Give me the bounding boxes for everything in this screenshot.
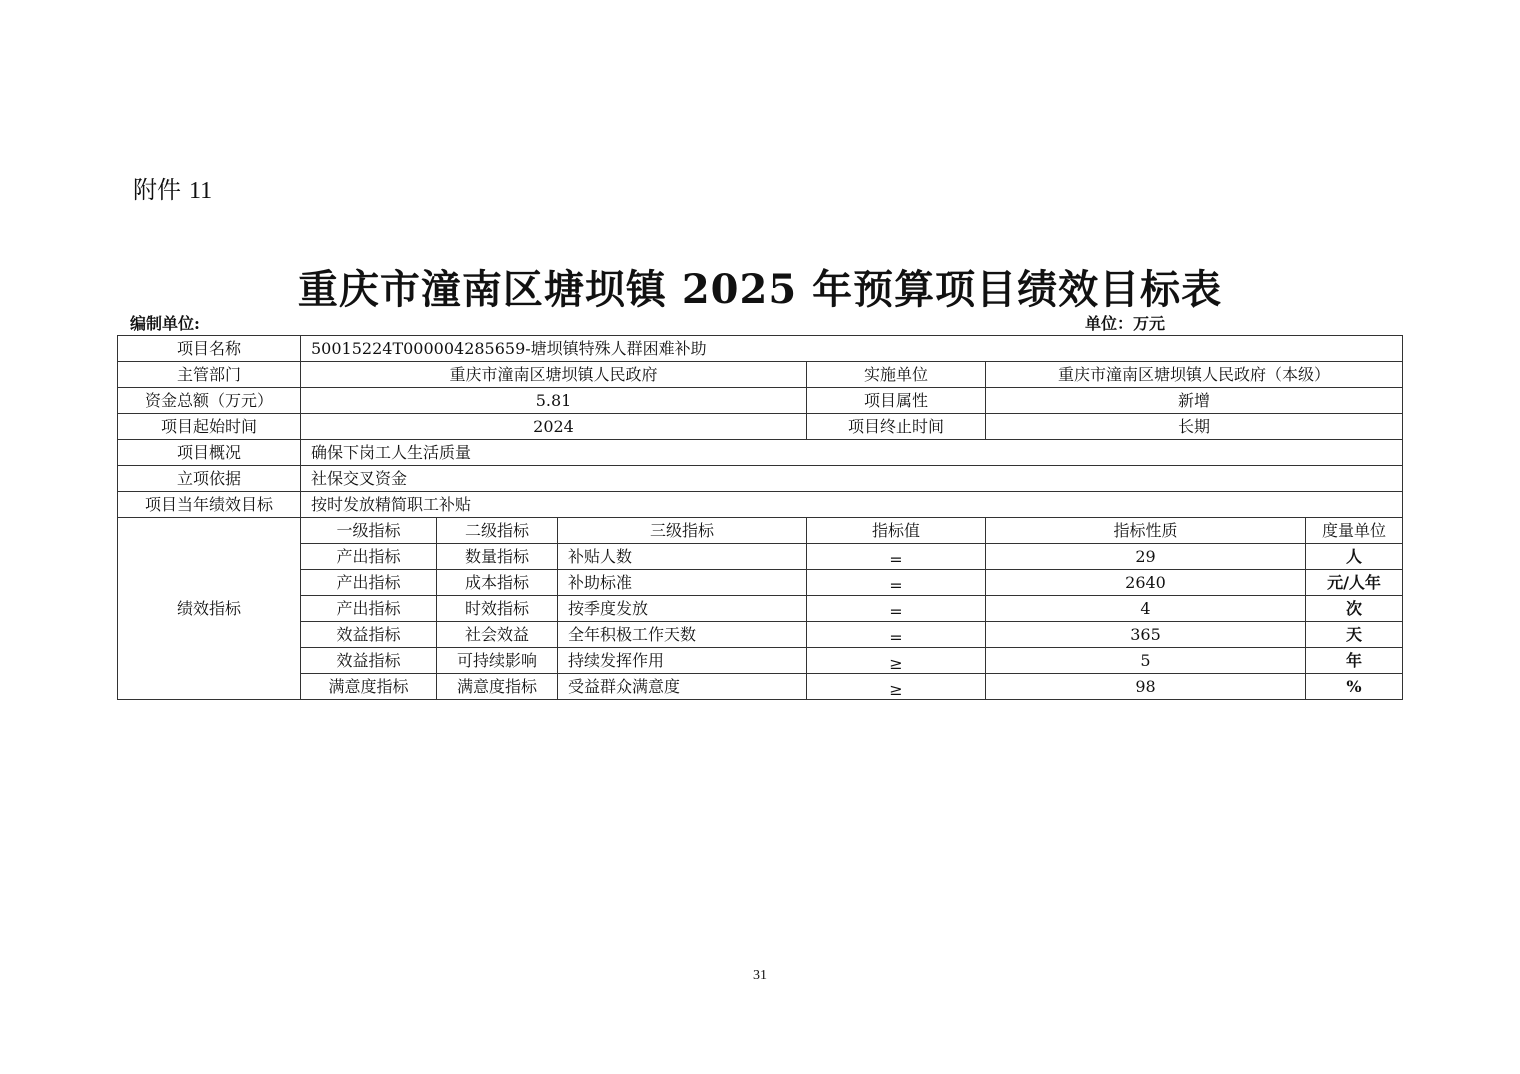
indicator-level1: 效益指标 (301, 648, 437, 674)
row-basis (118, 466, 1403, 492)
indicator-row (118, 674, 1403, 700)
indicator-operator: = (807, 622, 986, 648)
page-number: 31 (753, 968, 767, 983)
indicator-level1: 产出指标 (301, 544, 437, 570)
impl-label: 实施单位 (807, 362, 986, 388)
indicator-level3: 全年积极工作天数 (558, 622, 807, 648)
row-time (118, 414, 1403, 440)
row-project-name (118, 336, 1403, 362)
row-overview (118, 440, 1403, 466)
indicator-unit: 年 (1306, 648, 1403, 674)
indicator-level1: 产出指标 (301, 596, 437, 622)
indicator-unit: 人 (1306, 544, 1403, 570)
dept-value: 重庆市潼南区塘坝镇人民政府 (301, 362, 807, 388)
compiler-label: 编制单位: (130, 314, 200, 333)
attr-value: 新增 (986, 388, 1403, 414)
indicator-value: 29 (986, 544, 1306, 570)
performance-table (117, 335, 1403, 700)
basis-value: 社保交叉资金 (301, 466, 1403, 492)
project-name-label: 项目名称 (118, 336, 301, 362)
indicator-operator: = (807, 570, 986, 596)
header-level2: 二级指标 (437, 518, 558, 544)
indicator-value: 4 (986, 596, 1306, 622)
basis-label: 立项依据 (118, 466, 301, 492)
indicator-level2: 成本指标 (437, 570, 558, 596)
indicator-operator: = (807, 544, 986, 570)
indicator-unit: % (1306, 674, 1403, 700)
project-name-value: 50015224T000004285659-塘坝镇特殊人群困难补助 (301, 336, 1403, 362)
indicator-level1: 产出指标 (301, 570, 437, 596)
goal-label: 项目当年绩效目标 (118, 492, 301, 518)
indicator-row (118, 544, 1403, 570)
indicator-level3: 按季度发放 (558, 596, 807, 622)
fund-value: 5.81 (301, 388, 807, 414)
row-goal (118, 492, 1403, 518)
impl-value: 重庆市潼南区塘坝镇人民政府（本级） (986, 362, 1403, 388)
indicator-level1: 满意度指标 (301, 674, 437, 700)
indicator-unit: 天 (1306, 622, 1403, 648)
row-department (118, 362, 1403, 388)
attr-label: 项目属性 (807, 388, 986, 414)
indicator-level3: 受益群众满意度 (558, 674, 807, 700)
end-label: 项目终止时间 (807, 414, 986, 440)
header-unit: 度量单位 (1306, 518, 1403, 544)
overview-value: 确保下岗工人生活质量 (301, 440, 1403, 466)
header-level1: 一级指标 (301, 518, 437, 544)
fund-label: 资金总额（万元） (118, 388, 301, 414)
indicator-value: 5 (986, 648, 1306, 674)
indicator-level2: 满意度指标 (437, 674, 558, 700)
overview-label: 项目概况 (118, 440, 301, 466)
indicator-row (118, 596, 1403, 622)
indicator-value: 365 (986, 622, 1306, 648)
indicator-row (118, 648, 1403, 674)
start-label: 项目起始时间 (118, 414, 301, 440)
indicator-level1: 效益指标 (301, 622, 437, 648)
goal-value: 按时发放精简职工补贴 (301, 492, 1403, 518)
indicator-operator: ≥ (807, 674, 986, 700)
dept-label: 主管部门 (118, 362, 301, 388)
end-value: 长期 (986, 414, 1403, 440)
indicator-level3: 补助标准 (558, 570, 807, 596)
indicators-section-label: 绩效指标 (118, 518, 301, 700)
header-indicator-value: 指标值 (807, 518, 986, 544)
indicator-row (118, 570, 1403, 596)
unit-label: 单位：万元 (1085, 314, 1166, 333)
indicator-value: 2640 (986, 570, 1306, 596)
attachment-label (133, 170, 212, 205)
row-fund (118, 388, 1403, 414)
indicator-operator: ≥ (807, 648, 986, 674)
page-title: 重庆市潼南区塘坝镇 2025 年预算项目绩效目标表 (297, 266, 1223, 313)
indicator-level3: 持续发挥作用 (558, 648, 807, 674)
indicator-level2: 可持续影响 (437, 648, 558, 674)
attachment-number: 11 (189, 178, 213, 204)
start-value: 2024 (301, 414, 807, 440)
header-indicator-nature: 指标性质 (986, 518, 1306, 544)
indicator-operator: = (807, 596, 986, 622)
indicator-value: 98 (986, 674, 1306, 700)
indicator-unit: 元/人年 (1306, 570, 1403, 596)
indicator-level2: 数量指标 (437, 544, 558, 570)
attachment-text: 附件 (133, 176, 181, 204)
indicator-unit: 次 (1306, 596, 1403, 622)
indicator-level3: 补贴人数 (558, 544, 807, 570)
indicator-header-row (118, 518, 1403, 544)
indicator-level2: 时效指标 (437, 596, 558, 622)
header-level3: 三级指标 (558, 518, 807, 544)
indicator-level2: 社会效益 (437, 622, 558, 648)
indicator-row (118, 622, 1403, 648)
